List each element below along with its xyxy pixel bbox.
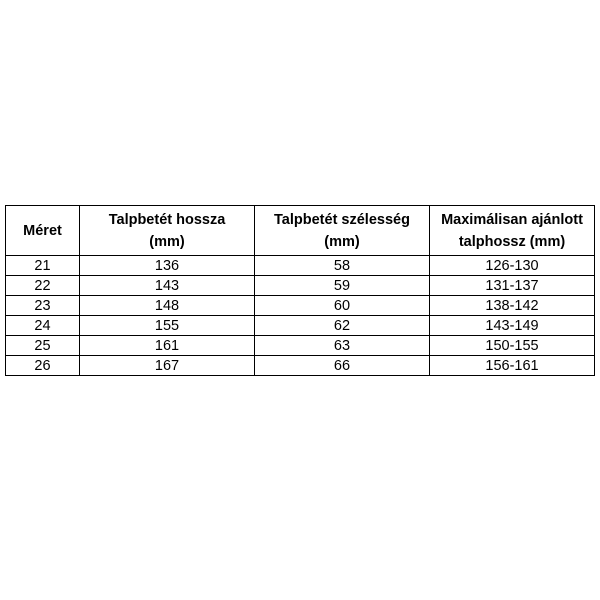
header-insole-length-line2: (mm): [149, 233, 185, 250]
cell-insole-width: 63: [255, 336, 430, 356]
table-header: [6, 206, 595, 256]
cell-max-foot-length: 156-161: [430, 356, 595, 376]
cell-size: 22: [6, 276, 80, 296]
header-max-foot-length: [430, 206, 595, 256]
table-row: [6, 336, 595, 356]
header-max-foot-length-line2: talphossz (mm): [458, 233, 566, 250]
cell-max-foot-length: 138-142: [430, 296, 595, 316]
cell-size: 24: [6, 316, 80, 336]
table-row: [6, 276, 595, 296]
cell-insole-length: 143: [80, 276, 255, 296]
cell-size: 23: [6, 296, 80, 316]
size-table: [5, 205, 595, 376]
header-size: [6, 206, 80, 256]
header-row: [6, 206, 595, 256]
cell-insole-length: 136: [80, 256, 255, 276]
header-insole-length-line1: Talpbetét hossza: [108, 211, 226, 228]
cell-insole-width: 66: [255, 356, 430, 376]
cell-insole-width: 62: [255, 316, 430, 336]
cell-insole-length: 148: [80, 296, 255, 316]
cell-size: 25: [6, 336, 80, 356]
cell-insole-length: 167: [80, 356, 255, 376]
cell-insole-width: 60: [255, 296, 430, 316]
cell-insole-width: 59: [255, 276, 430, 296]
cell-insole-length: 155: [80, 316, 255, 336]
cell-max-foot-length: 143-149: [430, 316, 595, 336]
table-row: [6, 256, 595, 276]
cell-size: 21: [6, 256, 80, 276]
header-insole-length: [80, 206, 255, 256]
cell-insole-length: 161: [80, 336, 255, 356]
table-body: [6, 256, 595, 376]
header-max-foot-length-line1: Maximálisan ajánlott: [441, 211, 583, 228]
table-row: [6, 356, 595, 376]
cell-size: 26: [6, 356, 80, 376]
header-insole-width: [255, 206, 430, 256]
header-insole-width-line1: Talpbetét szélesség: [274, 211, 410, 228]
cell-max-foot-length: 150-155: [430, 336, 595, 356]
table-row: [6, 296, 595, 316]
header-size-line1: Méret: [23, 222, 62, 239]
header-insole-width-line2: (mm): [324, 233, 360, 250]
cell-max-foot-length: 126-130: [430, 256, 595, 276]
cell-max-foot-length: 131-137: [430, 276, 595, 296]
cell-insole-width: 58: [255, 256, 430, 276]
table-row: [6, 316, 595, 336]
